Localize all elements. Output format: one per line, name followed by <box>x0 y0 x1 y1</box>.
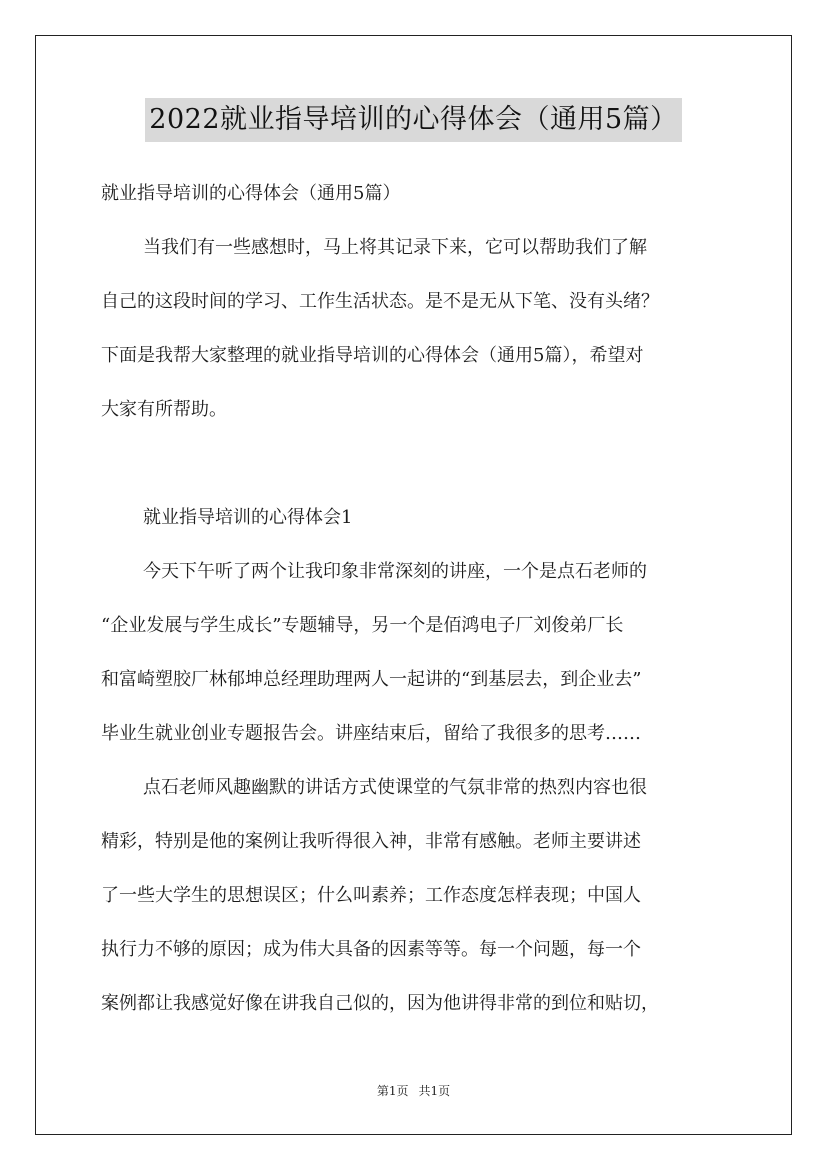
title-container <box>0 98 827 142</box>
paragraph-line: 毕业生就业创业专题报告会。讲座结束后，留给了我很多的思考…… <box>101 723 641 744</box>
paragraph-line: “企业发展与学生成长”专题辅导，另一个是佰鸿电子厂刘俊弟厂长 <box>101 615 624 636</box>
document-title: 2022就业指导培训的心得体会（通用5篇） <box>145 98 681 142</box>
intro-line: 大家有所帮助。 <box>101 399 227 420</box>
page-total: 共1页 <box>418 1084 451 1098</box>
paragraph-line: 和富崎塑胶厂林郁坤总经理助理两人一起讲的“到基层去，到企业去” <box>101 669 642 690</box>
paragraph-line: 执行力不够的原因；成为伟大具备的因素等等。每一个问题，每一个 <box>101 939 641 960</box>
paragraph-line: 精彩，特别是他的案例让我听得很入神，非常有感触。老师主要讲述 <box>101 831 641 852</box>
intro-line: 当我们有一些感想时，马上将其记录下来，它可以帮助我们了解 <box>143 237 647 258</box>
paragraph-line: 点石老师风趣幽默的讲话方式使课堂的气氛非常的热烈内容也很 <box>143 777 647 798</box>
page-footer <box>0 1083 827 1099</box>
intro-line: 自己的这段时间的学习、工作生活状态。是不是无从下笔、没有头绪？ <box>101 291 659 312</box>
paragraph-line: 案例都让我感觉好像在讲我自己似的，因为他讲得非常的到位和贴切， <box>101 993 659 1014</box>
intro-line: 下面是我帮大家整理的就业指导培训的心得体会（通用5篇），希望对 <box>101 345 644 366</box>
document-subtitle: 就业指导培训的心得体会（通用5篇） <box>101 183 401 204</box>
section-heading: 就业指导培训的心得体会1 <box>143 507 353 528</box>
paragraph-line: 了一些大学生的思想误区；什么叫素养；工作态度怎样表现；中国人 <box>101 885 641 906</box>
page-number: 第1页 <box>376 1084 409 1098</box>
paragraph-line: 今天下午听了两个让我印象非常深刻的讲座，一个是点石老师的 <box>143 561 647 582</box>
